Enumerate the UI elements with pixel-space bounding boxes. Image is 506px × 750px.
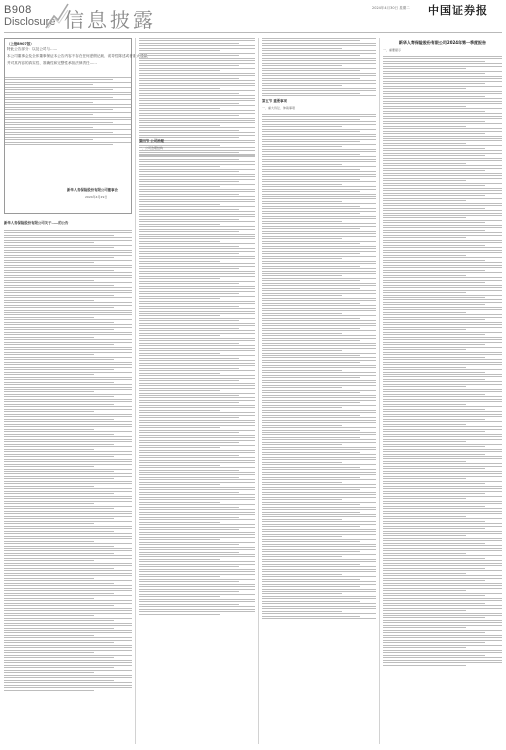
section-subheading: 一、重大诉讼、仲裁事项 xyxy=(262,106,296,110)
notice-line: 本公司董事会及全体董事保证本公告内容不存在任何虚假记载、误导性陈述或者重大遗漏， xyxy=(7,54,151,59)
notice2-title: 新华人寿保险股份有限公司关于……的公告 xyxy=(4,221,69,225)
section-heading: 第五节 重要事项 xyxy=(262,99,287,103)
text-block xyxy=(262,114,376,621)
text-block xyxy=(383,56,502,667)
column-divider xyxy=(258,38,259,744)
notice-box xyxy=(4,38,151,214)
column-3 xyxy=(262,38,376,744)
section-name-english: Disclosure xyxy=(4,16,56,28)
text-block xyxy=(5,77,131,147)
section-subheading: 一、重要提示 xyxy=(383,48,402,52)
notice-date: 2024年4月29日 xyxy=(85,195,108,199)
notice-line: 并对其内容的真实性、准确性和完整性承担法律责任…… xyxy=(7,61,97,66)
issue-date: 2024年4月30日 星期二 xyxy=(372,6,410,10)
notice-line: 特此公告部分：以及公司与…… xyxy=(7,47,58,51)
report-title: 新华人寿保险股份有限公司2024年第一季度报告 xyxy=(398,40,487,45)
text-block xyxy=(139,154,255,616)
page-code: B908 xyxy=(4,4,32,16)
text-block xyxy=(4,230,132,692)
masthead xyxy=(0,0,506,34)
column-2 xyxy=(139,38,255,744)
newspaper-logo: 中国证券报 xyxy=(428,4,488,17)
notice-signoff: 新华人寿保险股份有限公司董事会 xyxy=(67,188,118,192)
section-subheading: 一、公司治理结构 xyxy=(139,146,164,150)
section-name-chinese: 信息披露 xyxy=(64,8,156,32)
column-1 xyxy=(4,38,151,744)
column-divider xyxy=(135,38,136,744)
notice-box-title: （上接B907版） xyxy=(7,42,34,46)
column-4 xyxy=(383,38,502,744)
column-divider xyxy=(379,38,380,744)
text-block xyxy=(262,38,376,98)
section-heading: 第四节 公司治理 xyxy=(139,139,164,143)
header-rule xyxy=(4,32,502,33)
